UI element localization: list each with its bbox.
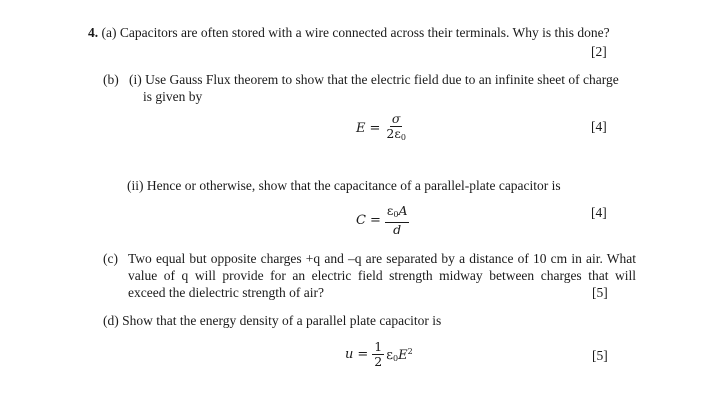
part-d-text: (d) Show that the energy density of a parallel plate capacitor is [103, 313, 442, 328]
part-b-i-marks: [4] [591, 119, 607, 134]
eq3-var: E [398, 347, 408, 363]
eq1-lhs: E [356, 121, 366, 136]
eq3-factor [386, 347, 412, 363]
eq1-den-sub: 0 [400, 133, 406, 142]
eq1-denominator [384, 127, 408, 145]
part-b-ii-marks: [4] [591, 205, 607, 220]
part-c-line2: value of q will provide for an electric field strength midway between charges that will [128, 268, 636, 283]
eq2-equals: = [369, 213, 381, 228]
eq2-lhs: C [356, 213, 366, 228]
eq2-fraction [385, 204, 410, 237]
eq1-fraction [384, 112, 408, 145]
eq1-den-coef: 2ε [386, 126, 401, 141]
eq2-num-sub: 0 [393, 210, 399, 219]
part-a-text: (a) Capacitors are often stored with a wire connected across their terminals. Why is this done? [101, 25, 610, 40]
part-b-i-line2: is given by [143, 89, 203, 104]
eq3-denominator: 2 [374, 354, 383, 369]
eq2-num-var: A [398, 203, 408, 218]
part-b-i-line1: (i) Use Gauss Flux theorem to show that the electric field due to an infinite sheet of charge [129, 72, 619, 87]
equation-electric-field [356, 112, 408, 145]
part-c-label: (c) [103, 251, 118, 266]
eq3-var-sup: 2 [407, 346, 413, 356]
part-c-line3: exceed the dielectric strength of air? [128, 285, 325, 300]
question-4-part-a [88, 25, 610, 41]
part-b-label: (b) [103, 72, 119, 87]
eq2-numerator [385, 204, 410, 223]
question-number: 4. [88, 25, 99, 40]
part-d-marks: [5] [592, 348, 608, 363]
equation-energy-density [345, 340, 413, 369]
eq2-denominator: d [393, 222, 402, 237]
part-a-marks: [2] [591, 44, 607, 59]
equation-capacitance [356, 204, 409, 237]
eq3-equals: = [357, 347, 369, 362]
eq1-equals: = [369, 121, 381, 136]
eq3-fraction [372, 340, 384, 369]
eq3-eps: ε [386, 347, 393, 363]
eq3-eps-sub: 0 [392, 353, 399, 363]
part-c-marks: [5] [592, 285, 608, 300]
eq1-numerator: σ [391, 111, 401, 126]
eq3-numerator: 1 [374, 339, 383, 354]
part-b-ii-text: (ii) Hence or otherwise, show that the capacitance of a parallel-plate capacitor is [127, 178, 561, 193]
eq3-lhs: u [345, 347, 354, 362]
eq2-num-eps: ε [386, 203, 394, 218]
part-c-line1: Two equal but opposite charges +q and –q are separated by a distance of 10 cm in air. What [128, 251, 636, 266]
